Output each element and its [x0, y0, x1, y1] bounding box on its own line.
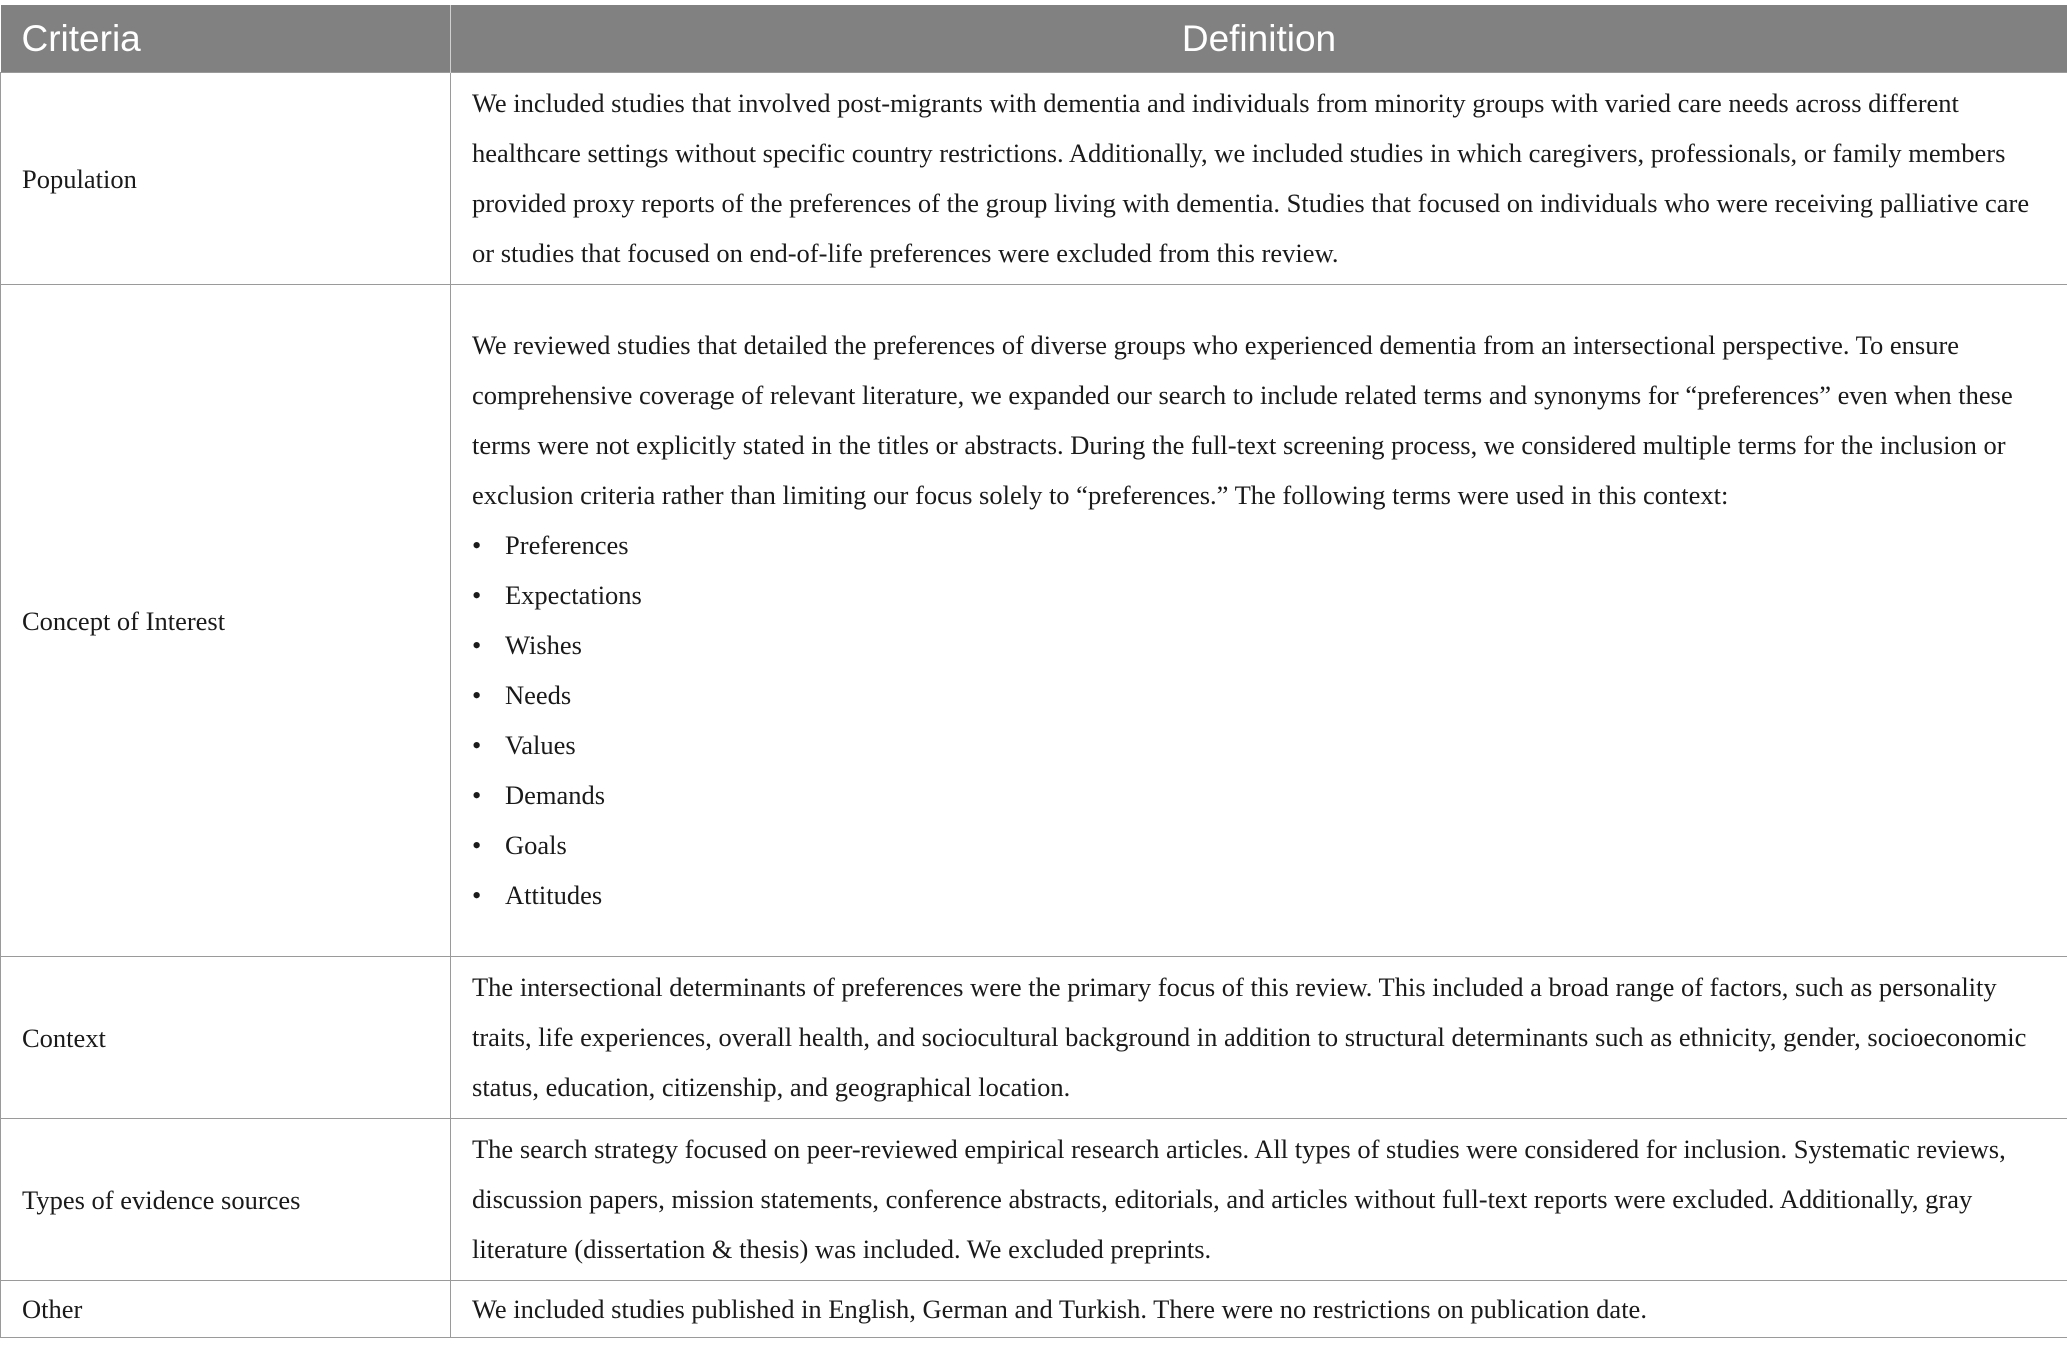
- criteria-column-header: Criteria: [1, 5, 451, 73]
- list-item: [472, 620, 2051, 670]
- term-label: Attitudes: [505, 880, 603, 910]
- bullet-icon: •: [472, 830, 482, 860]
- criteria-table: [0, 5, 2067, 1338]
- list-item: [472, 770, 2051, 820]
- term-label: Demands: [505, 780, 606, 810]
- definition-cell: [451, 1281, 2067, 1338]
- definition-text: We reviewed studies that detailed the preferences of diverse groups who experienced dementia from an intersectional perspective. To ensure comprehensive coverage of relevant literature, we expanded our search to include related terms and synonyms for “preferences” even when these terms were not explicitly stated in the titles or abstracts. During the full-text screening process, we considered multiple terms for the inclusion or exclusion criteria rather than limiting our focus solely to “preferences.” The following terms were used in this context:: [472, 330, 2013, 510]
- bullet-icon: •: [472, 880, 482, 910]
- list-item: [472, 870, 2051, 920]
- term-label: Goals: [505, 830, 567, 860]
- definition-text: We included studies that involved post-migrants with dementia and individuals from minority groups with varied care needs across different healthcare settings without specific country restrictions. Additionally, we included studies in which caregivers, professionals, or family members provided proxy reports of the preferences of the group living with dementia. Studies that focused on individuals who were receiving palliative care or studies that focused on end-of-life preferences were excluded from this review.: [472, 88, 2030, 268]
- list-item: [472, 570, 2051, 620]
- criteria-cell: Population: [1, 73, 451, 285]
- criteria-cell: Types of evidence sources: [1, 1119, 451, 1281]
- bullet-icon: •: [472, 630, 482, 660]
- list-item: [472, 720, 2051, 770]
- criteria-cell: Context: [1, 957, 451, 1119]
- criteria-cell: Concept of Interest: [1, 285, 451, 957]
- definition-cell: [451, 73, 2067, 285]
- table-row: [1, 1119, 2067, 1281]
- list-item: [472, 820, 2051, 870]
- definition-cell: [451, 957, 2067, 1119]
- table-row: [1, 285, 2067, 957]
- term-label: Expectations: [505, 580, 642, 610]
- bullet-icon: •: [472, 680, 482, 710]
- table-body: [1, 73, 2067, 1338]
- term-label: Wishes: [505, 630, 582, 660]
- header-row: [1, 5, 2067, 73]
- criteria-cell: Other: [1, 1281, 451, 1338]
- list-item: [472, 670, 2051, 720]
- definition-text: The search strategy focused on peer-reviewed empirical research articles. All types of studies were considered for inclusion. Systematic reviews, discussion papers, mission statements, conference abstracts, editorials, and articles without full-text reports were excluded. Additionally, gray literature (dissertation & thesis) was included. We excluded preprints.: [472, 1134, 2006, 1264]
- term-label: Needs: [505, 680, 572, 710]
- terms-list: [472, 520, 2051, 920]
- definition-text: We included studies published in English, German and Turkish. There were no restrictions on publication date.: [472, 1294, 1647, 1324]
- table-row: [1, 1281, 2067, 1338]
- list-item: [472, 520, 2051, 570]
- term-label: Preferences: [505, 530, 629, 560]
- table-row: [1, 957, 2067, 1119]
- bullet-icon: •: [472, 530, 482, 560]
- criteria-table-container: [0, 5, 2067, 1338]
- definition-column-header: Definition: [451, 5, 2067, 73]
- definition-cell: [451, 285, 2067, 957]
- table-header: [1, 5, 2067, 73]
- bullet-icon: •: [472, 780, 482, 810]
- bullet-icon: •: [472, 730, 482, 760]
- definition-text: The intersectional determinants of preferences were the primary focus of this review. This included a broad range of factors, such as personality traits, life experiences, overall health, and sociocultural background in addition to structural determinants such as ethnicity, gender, socioeconomic status, education, citizenship, and geographical location.: [472, 972, 2027, 1102]
- table-row: [1, 73, 2067, 285]
- bullet-icon: •: [472, 580, 482, 610]
- definition-cell: [451, 1119, 2067, 1281]
- term-label: Values: [505, 730, 576, 760]
